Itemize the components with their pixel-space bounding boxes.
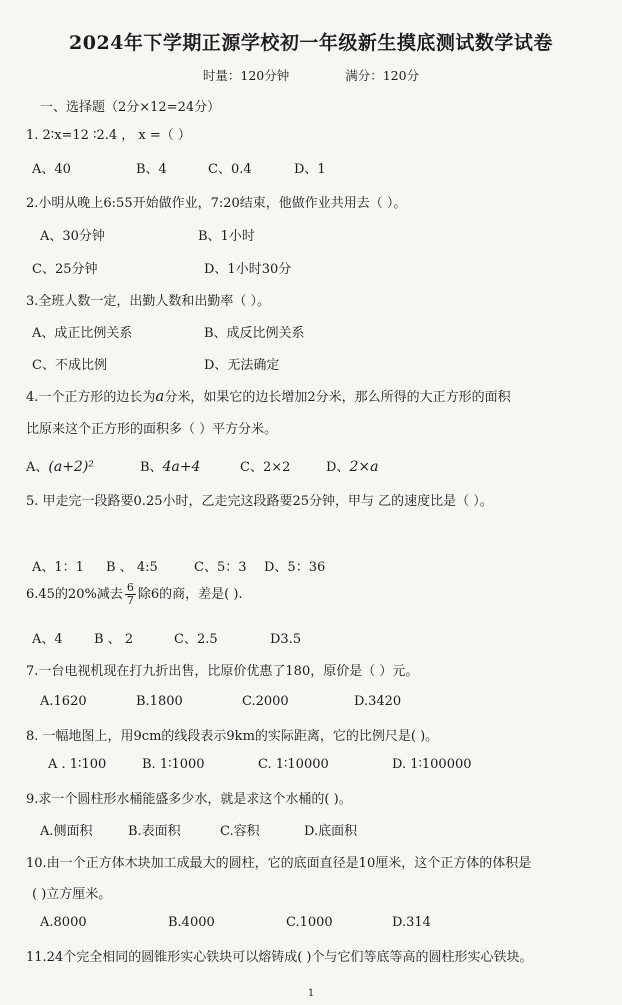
question-5: 5. 甲走完一段路要0.25小时，乙走完这段路要25分钟，甲与 乙的速度比是（ ）。 [26,494,493,509]
option-d: D.底面积 [304,824,358,839]
option-b: B.4000 [168,915,215,930]
option-b: B.1800 [136,694,183,709]
q6-fraction [125,582,136,607]
q4-variable: a [155,387,165,405]
exam-title: 2024年下学期正源学校初一年级新生摸底测试数学试卷 [69,32,553,54]
option-d: D. 1∶100000 [392,757,472,772]
option-a: A、成正比例关系 [32,326,133,341]
fraction-numerator: 6 [126,581,134,594]
option-a: A、4 [32,632,63,647]
question-4-options [26,456,378,475]
time-limit: 时量：120分钟 [202,68,290,83]
question-8: 8. 一幅地图上，用9cm的线段表示9km的实际距离，它的比例尺是( )。 [26,729,439,744]
option-d-label: D、 [326,460,350,475]
question-8-options [48,757,472,772]
option-a: A . 1∶100 [48,757,107,772]
question-7-options [40,694,401,709]
q4-text-post: 分米，如果它的边长增加2分米，那么所得的大正方形的面积 [164,390,511,405]
fraction-denominator: 7 [126,594,134,607]
option-a: A.8000 [40,915,87,930]
question-1-options [32,158,326,177]
option-d: D.3420 [354,694,402,709]
option-c: C、25分钟 [32,262,98,277]
question-6-options [32,628,301,647]
option-d: D.314 [392,915,431,930]
option-c: C、2×2 [240,460,291,475]
section-heading: 一、选择题（2分×12=24分） [40,100,221,115]
question-6 [26,582,243,607]
option-a: A.1620 [40,694,87,709]
option-c: C、2.5 [174,632,218,647]
option-c: C、不成比例 [32,358,107,373]
option-d: D、无法确定 [204,358,280,373]
question-10-options [40,915,431,930]
page-number: 1 [307,988,315,999]
question-2: 2.小明从晚上6:55开始做作业，7:20结束，他做作业共用去（ ）。 [26,196,407,211]
option-b: B. 1∶1000 [142,757,205,772]
exam-meta [0,66,622,84]
question-7: 7.一台电视机现在打九折出售，比原价优惠了180，原价是（ ）元。 [26,664,419,679]
option-c: C.2000 [242,694,289,709]
option-a: A、30分钟 [40,229,105,244]
option-c: C、0.4 [208,162,252,177]
question-2-options-row2 [32,258,291,277]
option-a-expr: (a+2)² [48,459,94,475]
option-c: C.容积 [220,824,260,839]
option-a: A、40 [32,162,71,177]
question-9: 9.求一个圆柱形水桶能盛多少水，就是求这个水桶的( )。 [26,792,352,807]
question-10-line1: 10.由一个正方体木块加工成最大的圆柱，它的底面直径是10厘米，这个正方体的体积是 [26,856,532,871]
option-b: B.表面积 [128,824,181,839]
option-b: B 、 2 [94,632,134,647]
option-c: C、5：3 [194,560,247,575]
option-a: A.侧面积 [40,824,93,839]
question-10-line2: ( )立方厘米。 [32,887,112,902]
option-d: D、5：36 [264,560,326,575]
question-4-line1 [26,386,511,405]
q6-text-post: 除6的商，差是( ). [137,587,243,602]
q4-text-pre: 4.一个正方形的边长为 [26,390,156,405]
question-4-line2: 比原来这个正方形的面积多（ ）平方分米。 [26,422,278,437]
option-b: B 、 4:5 [106,560,158,575]
option-b-expr: 4a+4 [162,459,201,475]
option-a-label: A、 [26,460,49,475]
option-a: A、1：1 [32,560,84,575]
full-score: 满分：120分 [345,68,420,83]
question-3-options-row1 [32,322,305,341]
option-d-expr: 2×a [349,459,379,475]
question-3-options-row2 [32,354,279,373]
option-d: D、1 [294,162,326,177]
option-b: B、成反比例关系 [204,326,305,341]
option-c: C. 1∶10000 [258,757,329,772]
question-3: 3.全班人数一定，出勤人数和出勤率（ ）。 [26,294,271,309]
option-b: B、1小时 [198,229,255,244]
question-9-options [40,820,357,839]
option-d: D、1小时30分 [204,262,292,277]
question-5-options [32,556,325,575]
question-1: 1. 2∶x=12 ∶2.4 ， x =（ ） [26,128,191,143]
question-11: 11.24个完全相同的圆锥形实心铁块可以熔铸成( )个与它们等底等高的圆柱形实心铁块。 [26,950,533,965]
question-2-options-row1 [40,225,255,244]
option-c: C.1000 [286,915,333,930]
q6-text-pre: 6.45的20%减去 [26,587,123,602]
option-b: B、4 [136,162,167,177]
option-b-label: B、 [140,460,163,475]
option-d: D3.5 [270,632,302,647]
